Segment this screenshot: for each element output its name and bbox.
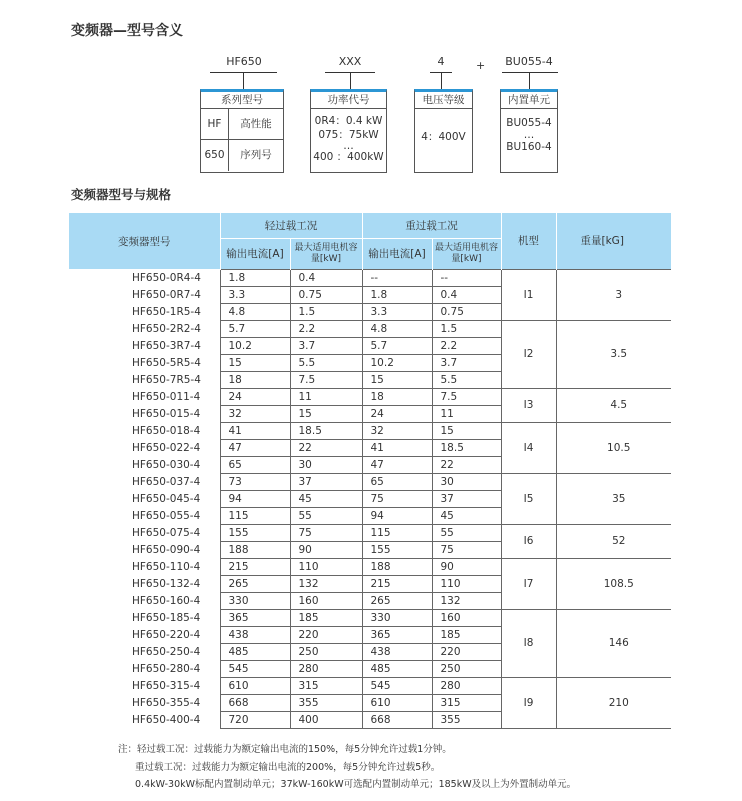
- frame-cell: I4: [501, 422, 556, 473]
- light-motor-cell: 2.2: [290, 320, 362, 337]
- light-motor-cell: 400: [290, 711, 362, 728]
- light-current-cell: 73: [220, 473, 290, 490]
- heavy-current-cell: 668: [362, 711, 432, 728]
- model-cell: HF650-355-4: [69, 694, 220, 711]
- brake-box: [500, 89, 558, 173]
- voltage-box: [414, 89, 473, 173]
- header-heavy-motor: 最大适用电机容量[kW]: [432, 238, 501, 269]
- heavy-motor-cell: 7.5: [432, 388, 501, 405]
- spec-table: [69, 213, 671, 729]
- plus-sign: +: [476, 59, 486, 72]
- heavy-motor-cell: 1.5: [432, 320, 501, 337]
- light-current-cell: 47: [220, 439, 290, 456]
- model-cell: HF650-315-4: [69, 677, 220, 694]
- light-current-cell: 4.8: [220, 303, 290, 320]
- series-meaning: 序列号: [240, 149, 272, 161]
- light-current-cell: 265: [220, 575, 290, 592]
- frame-cell: I2: [501, 320, 556, 388]
- weight-cell: 146: [556, 609, 671, 677]
- heavy-current-cell: 155: [362, 541, 432, 558]
- light-motor-cell: 75: [290, 524, 362, 541]
- heavy-current-cell: 5.7: [362, 337, 432, 354]
- light-motor-cell: 37: [290, 473, 362, 490]
- light-current-cell: 1.8: [220, 269, 290, 286]
- heavy-current-cell: 4.8: [362, 320, 432, 337]
- model-cell: HF650-1R5-4: [69, 303, 220, 320]
- light-motor-cell: 30: [290, 456, 362, 473]
- header-light-duty: 轻过载工况: [220, 213, 362, 238]
- table-row: [69, 609, 671, 626]
- heavy-current-cell: 41: [362, 439, 432, 456]
- light-current-cell: 15: [220, 354, 290, 371]
- light-motor-cell: 280: [290, 660, 362, 677]
- page-title: 变频器—型号含义: [71, 23, 183, 39]
- heavy-motor-cell: 250: [432, 660, 501, 677]
- light-motor-cell: 22: [290, 439, 362, 456]
- light-current-cell: 668: [220, 694, 290, 711]
- model-cell: HF650-400-4: [69, 711, 220, 728]
- table-row: [69, 269, 671, 286]
- model-cell: HF650-055-4: [69, 507, 220, 524]
- heavy-motor-cell: --: [432, 269, 501, 286]
- header-frame: 机型: [501, 213, 556, 269]
- power-line: …: [343, 140, 354, 152]
- model-cell: HF650-0R7-4: [69, 286, 220, 303]
- series-meaning: 高性能: [229, 109, 283, 140]
- light-motor-cell: 1.5: [290, 303, 362, 320]
- light-motor-cell: 7.5: [290, 371, 362, 388]
- heavy-motor-cell: 15: [432, 422, 501, 439]
- weight-cell: 210: [556, 677, 671, 728]
- header-heavy-current: 输出电流[A]: [362, 238, 432, 269]
- heavy-current-cell: 32: [362, 422, 432, 439]
- frame-cell: I3: [501, 388, 556, 422]
- header-light-current: 输出电流[A]: [220, 238, 290, 269]
- heavy-current-cell: 330: [362, 609, 432, 626]
- power-box: [310, 89, 387, 173]
- light-motor-cell: 132: [290, 575, 362, 592]
- heavy-current-cell: --: [362, 269, 432, 286]
- light-motor-cell: 55: [290, 507, 362, 524]
- spec-title: 变频器型号与规格: [71, 187, 172, 202]
- light-current-cell: 65: [220, 456, 290, 473]
- series-box-header: 系列型号: [201, 92, 283, 109]
- heavy-current-cell: 485: [362, 660, 432, 677]
- light-motor-cell: 3.7: [290, 337, 362, 354]
- weight-cell: 4.5: [556, 388, 671, 422]
- light-motor-cell: 355: [290, 694, 362, 711]
- model-cell: HF650-011-4: [69, 388, 220, 405]
- frame-cell: I9: [501, 677, 556, 728]
- heavy-current-cell: 365: [362, 626, 432, 643]
- heavy-motor-cell: 0.75: [432, 303, 501, 320]
- heavy-current-cell: 47: [362, 456, 432, 473]
- heavy-motor-cell: 132: [432, 592, 501, 609]
- light-motor-cell: 11: [290, 388, 362, 405]
- light-motor-cell: 0.75: [290, 286, 362, 303]
- model-cell: HF650-5R5-4: [69, 354, 220, 371]
- heavy-motor-cell: 2.2: [432, 337, 501, 354]
- heavy-motor-cell: 0.4: [432, 286, 501, 303]
- table-row: [69, 388, 671, 405]
- table-row: [69, 320, 671, 337]
- light-current-cell: 485: [220, 643, 290, 660]
- light-motor-cell: 315: [290, 677, 362, 694]
- model-cell: HF650-7R5-4: [69, 371, 220, 388]
- model-cell: HF650-015-4: [69, 405, 220, 422]
- model-cell: HF650-018-4: [69, 422, 220, 439]
- heavy-current-cell: 610: [362, 694, 432, 711]
- heavy-current-cell: 215: [362, 575, 432, 592]
- heavy-motor-cell: 55: [432, 524, 501, 541]
- weight-cell: 52: [556, 524, 671, 558]
- heavy-motor-cell: 5.5: [432, 371, 501, 388]
- light-current-cell: 610: [220, 677, 290, 694]
- header-heavy-duty: 重过载工况: [362, 213, 501, 238]
- code-part-series: HF650: [226, 55, 262, 68]
- light-current-cell: 18: [220, 371, 290, 388]
- light-current-cell: 330: [220, 592, 290, 609]
- frame-cell: I1: [501, 269, 556, 320]
- light-motor-cell: 45: [290, 490, 362, 507]
- series-box: [200, 89, 284, 173]
- heavy-motor-cell: 160: [432, 609, 501, 626]
- note-line: 0.4kW-30kW标配内置制动单元；37kW-160kW可选配内置制动单元；185kW及以上为外置制动单元。: [135, 779, 577, 790]
- power-line: 075：75kW: [318, 129, 379, 141]
- heavy-motor-cell: 280: [432, 677, 501, 694]
- header-light-motor: 最大适用电机容量[kW]: [290, 238, 362, 269]
- heavy-motor-cell: 3.7: [432, 354, 501, 371]
- heavy-motor-cell: 315: [432, 694, 501, 711]
- model-cell: HF650-090-4: [69, 541, 220, 558]
- light-current-cell: 94: [220, 490, 290, 507]
- light-current-cell: 545: [220, 660, 290, 677]
- voltage-box-header: 电压等级: [415, 92, 472, 109]
- power-line: 400 ：400kW: [313, 151, 384, 163]
- model-cell: HF650-022-4: [69, 439, 220, 456]
- light-current-cell: 3.3: [220, 286, 290, 303]
- heavy-current-cell: 24: [362, 405, 432, 422]
- frame-cell: I5: [501, 473, 556, 524]
- header-weight: 重量[kG]: [556, 213, 671, 269]
- model-cell: HF650-132-4: [69, 575, 220, 592]
- code-part-brake: BU055-4: [505, 55, 553, 68]
- model-cell: HF650-160-4: [69, 592, 220, 609]
- light-motor-cell: 250: [290, 643, 362, 660]
- light-current-cell: 10.2: [220, 337, 290, 354]
- heavy-motor-cell: 185: [432, 626, 501, 643]
- heavy-current-cell: 15: [362, 371, 432, 388]
- light-current-cell: 5.7: [220, 320, 290, 337]
- code-part-voltage: 4: [437, 55, 445, 68]
- notes: [118, 741, 576, 794]
- light-current-cell: 41: [220, 422, 290, 439]
- light-current-cell: 188: [220, 541, 290, 558]
- heavy-motor-cell: 37: [432, 490, 501, 507]
- light-current-cell: 155: [220, 524, 290, 541]
- heavy-motor-cell: 18.5: [432, 439, 501, 456]
- heavy-current-cell: 3.3: [362, 303, 432, 320]
- model-cell: HF650-3R7-4: [69, 337, 220, 354]
- model-cell: HF650-250-4: [69, 643, 220, 660]
- heavy-current-cell: 18: [362, 388, 432, 405]
- heavy-motor-cell: 220: [432, 643, 501, 660]
- light-motor-cell: 90: [290, 541, 362, 558]
- model-cell: HF650-0R4-4: [69, 269, 220, 286]
- light-current-cell: 365: [220, 609, 290, 626]
- table-row: [69, 677, 671, 694]
- heavy-current-cell: 188: [362, 558, 432, 575]
- model-cell: HF650-030-4: [69, 456, 220, 473]
- heavy-current-cell: 65: [362, 473, 432, 490]
- heavy-current-cell: 94: [362, 507, 432, 524]
- light-current-cell: 215: [220, 558, 290, 575]
- brake-line: BU160-4: [506, 141, 552, 153]
- weight-cell: 35: [556, 473, 671, 524]
- light-motor-cell: 220: [290, 626, 362, 643]
- model-cell: HF650-280-4: [69, 660, 220, 677]
- voltage-line: 4：400V: [421, 131, 466, 143]
- header-model: 变频器型号: [69, 213, 220, 269]
- light-current-cell: 115: [220, 507, 290, 524]
- heavy-motor-cell: 30: [432, 473, 501, 490]
- table-row: [69, 524, 671, 541]
- frame-cell: I7: [501, 558, 556, 609]
- light-motor-cell: 110: [290, 558, 362, 575]
- heavy-motor-cell: 90: [432, 558, 501, 575]
- light-current-cell: 720: [220, 711, 290, 728]
- weight-cell: 3: [556, 269, 671, 320]
- heavy-current-cell: 1.8: [362, 286, 432, 303]
- table-row: [69, 473, 671, 490]
- brake-box-header: 内置单元: [501, 92, 557, 109]
- heavy-current-cell: 75: [362, 490, 432, 507]
- heavy-motor-cell: 22: [432, 456, 501, 473]
- model-cell: HF650-110-4: [69, 558, 220, 575]
- light-current-cell: 24: [220, 388, 290, 405]
- light-current-cell: 438: [220, 626, 290, 643]
- model-cell: HF650-185-4: [69, 609, 220, 626]
- brake-line: …: [523, 129, 535, 141]
- heavy-motor-cell: 110: [432, 575, 501, 592]
- light-motor-cell: 160: [290, 592, 362, 609]
- frame-cell: I6: [501, 524, 556, 558]
- light-motor-cell: 0.4: [290, 269, 362, 286]
- heavy-current-cell: 438: [362, 643, 432, 660]
- model-cell: HF650-037-4: [69, 473, 220, 490]
- weight-cell: 3.5: [556, 320, 671, 388]
- series-code: HF: [201, 109, 229, 140]
- heavy-current-cell: 265: [362, 592, 432, 609]
- model-cell: HF650-2R2-4: [69, 320, 220, 337]
- table-row: [69, 422, 671, 439]
- brake-line: BU055-4: [506, 117, 552, 129]
- light-motor-cell: 185: [290, 609, 362, 626]
- light-motor-cell: 18.5: [290, 422, 362, 439]
- table-row: [69, 558, 671, 575]
- heavy-motor-cell: 355: [432, 711, 501, 728]
- heavy-current-cell: 10.2: [362, 354, 432, 371]
- weight-cell: 10.5: [556, 422, 671, 473]
- model-cell: HF650-045-4: [69, 490, 220, 507]
- heavy-motor-cell: 11: [432, 405, 501, 422]
- frame-cell: I8: [501, 609, 556, 677]
- light-motor-cell: 15: [290, 405, 362, 422]
- note-line: 重过载工况：过载能力为额定输出电流的200%，每5分钟允许过载5秒。: [135, 761, 441, 773]
- heavy-current-cell: 115: [362, 524, 432, 541]
- heavy-motor-cell: 75: [432, 541, 501, 558]
- model-cell: HF650-220-4: [69, 626, 220, 643]
- code-part-power: XXX: [338, 55, 362, 68]
- heavy-motor-cell: 45: [432, 507, 501, 524]
- weight-cell: 108.5: [556, 558, 671, 609]
- note-line: 注：轻过载工况：过载能力为额定输出电流的150%，每5分钟允许过载1分钟。: [118, 744, 452, 755]
- power-box-header: 功率代号: [311, 92, 386, 109]
- light-current-cell: 32: [220, 405, 290, 422]
- heavy-current-cell: 545: [362, 677, 432, 694]
- power-line: 0R4：0.4 kW: [314, 115, 383, 127]
- model-cell: HF650-075-4: [69, 524, 220, 541]
- series-code: 650: [201, 140, 229, 171]
- light-motor-cell: 5.5: [290, 354, 362, 371]
